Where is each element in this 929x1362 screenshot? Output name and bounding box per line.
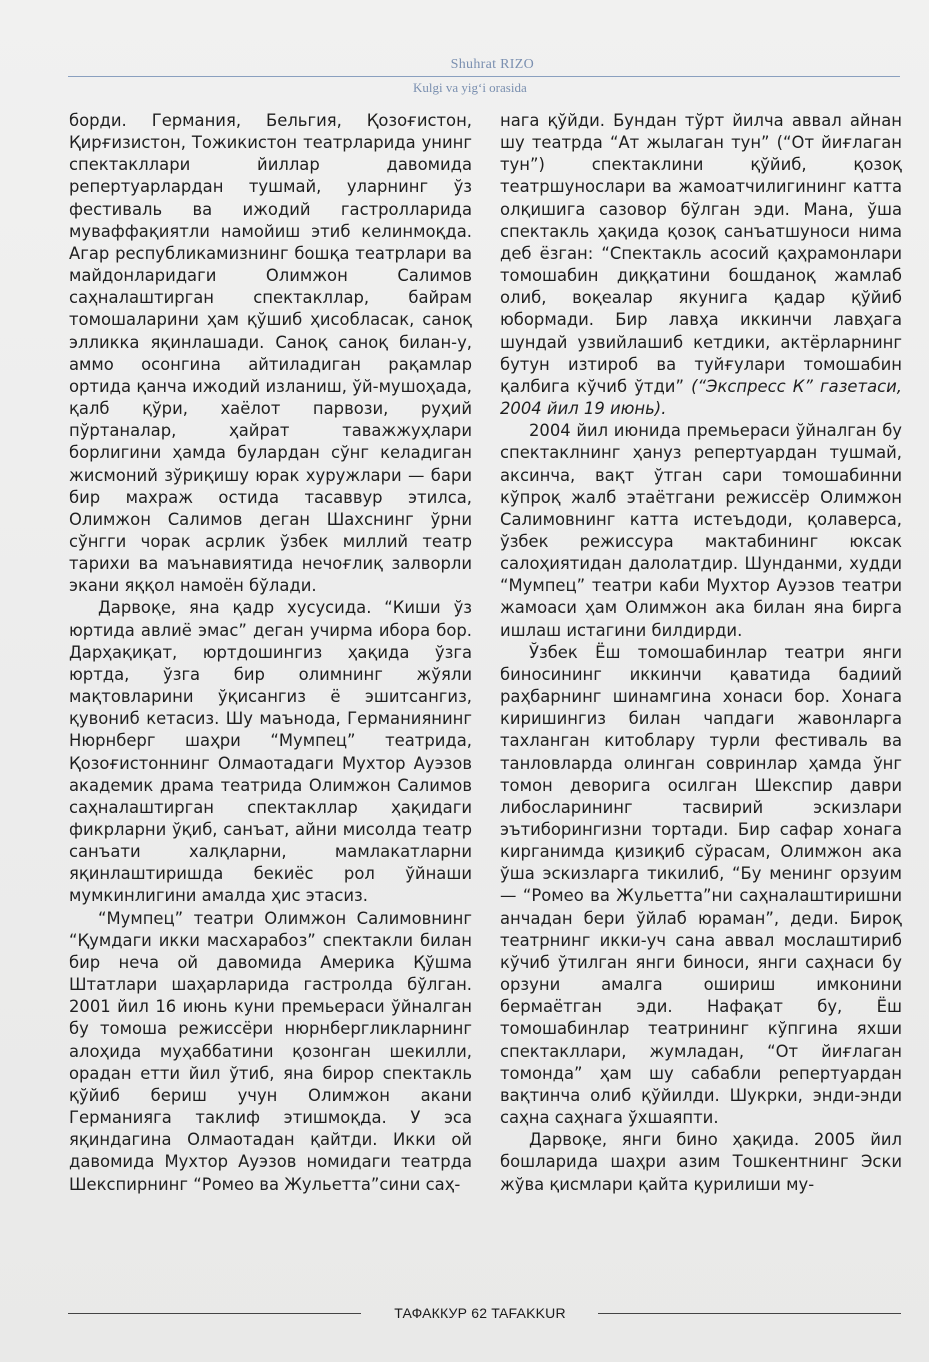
- running-header-title: Kulgi va yig‘i orasida: [413, 80, 527, 95]
- source-citation: (“Экспресс К” газетаси, 2004 йил 19 июнь).: [500, 376, 902, 419]
- paragraph: [500, 110, 902, 420]
- paragraph: 2004 йил июнида премьераси ўйналган бу спектаклнинг ҳануз репертуардан тушмай, аксинча, вақт ўтган сари томошабинни кўпроқ жалб этаётгани режиссёр Олимжон Салимовнинг катта истеъдоди, қолаверса, ўзбек режиссура мактабининг юксак салоҳиятидан далолатдир. Шунданми, худди “Мумпец” театри каби Мухтор Ауэзов театри жамоаси ҳам Олимжон ака билан яна бирга ишлаш истагини билдирди.: [500, 421, 902, 640]
- page-footer: ТАФАККУР 62 TAFAKKUR: [394, 1305, 566, 1321]
- header-rule: [68, 76, 900, 77]
- footer-rule-left: [68, 1313, 361, 1314]
- paragraph: Ўзбек Ёш томошабинлар театри янги биносининг иккинчи қаватида бадиий раҳбарнинг шинамгина хонаси бор. Хонага киришингиз билан чапдаги жавонларга тахланган китоблару турли фестиваль ва танловларда олинган совринлар ҳамда ўнг томон деворига осилган Шекспир даври либосларининг тасвирий эскизлари эътиборингизни тортади. Бир сафар хонага кирганимда қизиқиб сўрасам, Олимжон ака ўша эскизларга тикилиб, “Бу менинг орзуим — “Ромео ва Жульетта”ни саҳналаштиришни анчадан бери ўйлаб юраман”, деди. Бироқ театрнинг икки-уч сана аввал мослаштириб кўчиб ўтилган янги биноси, янги саҳнаси бу орзуни амалга ошириш имконини бермаётган эди. Нафақат бу, Ёш томошабинлар театрининг кўпгина яхши спектакллари, жумладан, “От йиғлаган томонда” ҳам шу сабабли репертуардан вақтинча олиб қўйилди. Шукрки, энди-энди саҳна саҳнага ўхшаяпти.: [500, 642, 902, 1128]
- right-column: [500, 110, 902, 1196]
- left-column: [69, 110, 472, 1196]
- footer-rule-right: [598, 1313, 901, 1314]
- paragraph: “Мумпец” театри Олимжон Салимовнинг “Қумдаги икки масхарабоз” спектакли билан бир неча ой давомида Америка Қўшма Штатлари шаҳарларида гастролда бўлган. 2001 йил 16 июнь куни премьераси ўйналган бу томоша режиссёри нюрнбергликларнинг алоҳида муҳаббатини қозонган шекилли, орадан етти йил ўтиб, яна бирор спектакль қўйиб бериш учун Олимжон акани Германияга таклиф этишмоқда. У эса яқиндагина Олмаотадан қайтди. Икки ой давомида Мухтор Ауэзов номидаги театрда Шекспирнинг “Ромео ва Жульетта”сини саҳ-: [69, 908, 472, 1194]
- paragraph-text: нага қўйди. Бундан тўрт йилча аввал айнан шу театрда “Ат жылаган тун” (“От йиғлаган тун”) спектаклини қўйиб, қозоқ театршунослари ва жамоатчилигининг катта олқишига сазовор бўлган эди. Мана, ўша спектакль ҳақида қозоқ санъатшуноси нима деб ёзган: “Спектакль асосий қаҳрамонлари томошабин диққатини бошданоқ жамлаб олиб, воқеалар якунига қадар қўйиб юбормади. Бир лавҳа иккинчи лавҳага шундай узвийлашиб кетдики, актёрларнинг бутун изтироб ва туйғулари томошабин қалбига кўчиб ўтди”: [500, 111, 902, 396]
- paragraph: борди. Германия, Бельгия, Қозоғистон, Қирғизистон, Тожикистон театрларида унинг спектакллари йиллар давомида репертуарлардан тушмай, уларнинг ўз фестиваль ва ижодий гастролларида муваффақиятли намойиш этиб келинмоқда. Агар республикамизнинг бошқа театрлари ва майдонларидаги Олимжон Салимов саҳналаштирган спектакллар, байрам томошаларини ҳам қўшиб ҳисобласак, саноқ элликка яқинлашади. Саноқ саноқ билан-у, аммо осонгина айтиладиган рақамлар ортида қанча ижодий изланиш, ўй-мушоҳада, қалб қўри, хаёлот парвози, руҳий пўртаналар, ҳайрат таважжуҳлари борлигини ҳамда булардан сўнг келадиган жисмоний зўриқишу юрак хуружлари — бари бир махраж остида тасаввур этилса, Олимжон Салимов деган Шахснинг ўрни сўнгги чорак асрлик ўзбек миллий театр тарихи ва маънавиятида нечоғлиқ залворли экани яққол намоён бўлади.: [69, 111, 472, 596]
- paragraph: Дарвоқе, яна қадр хусусида. “Киши ўз юртида авлиё эмас” деган учирма ибора бор. Дарҳақиқат, юртдошингиз ҳақида ўзга юртда, ўзга бир олимнинг жўяли мақтовларини ўқисангиз ё эшитсангиз, қувониб кетасиз. Шу маънода, Германиянинг Нюрнберг шаҳри “Мумпец” театрида, Қозоғистоннинг Олмаотадаги Мухтор Ауэзов академик драма театрида Олимжон Салимов саҳналаштирган спектакллар ҳақидаги фикрларни ўқиб, санъат, айни мисолда театр санъати халқларни, мамлакатларни яқинлаштиришда бекиёс рол ўйнаши мумкинлигини амалда ҳис этасиз.: [69, 598, 472, 906]
- running-header-author: Shuhrat RIZO: [450, 57, 534, 72]
- paragraph: Дарвоқе, янги бино ҳақида. 2005 йил бошларида шаҳри азим Тошкентнинг Эски жўва қисмлари қайта қурилиши му-: [500, 1130, 902, 1194]
